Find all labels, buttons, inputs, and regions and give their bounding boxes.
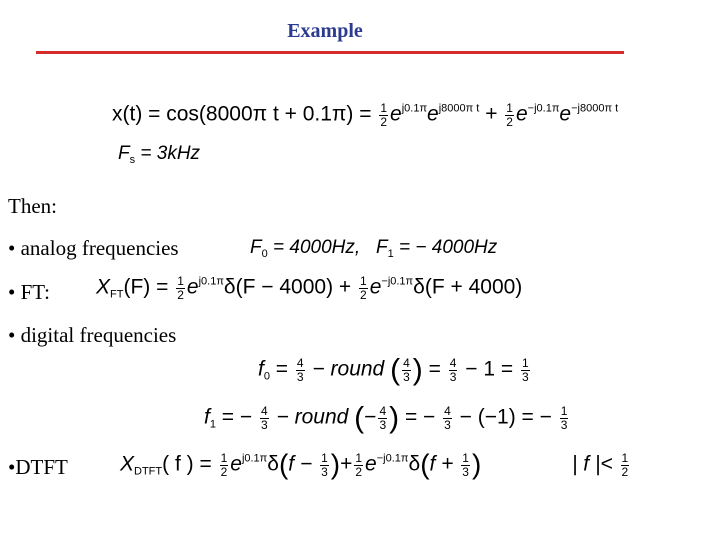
digital-f0-equation: $f_0$ = $\frac{4}{3}$ − round ( $\frac{4}{3}$ ) = $\frac{4}{3}$ − 1 = $\frac{1}{3}$ bbox=[258, 353, 529, 387]
analog-frequencies: $F_0 = 4000Hz$, $F_1$ = − 4000Hz bbox=[250, 237, 498, 260]
ft-equation: $X_{FT}(F)$ = $\frac{1}{2}$ $e^{j0.1\pi}\delta(F - 4000)$ + $\frac{1}{2}$ $e^{-j0.1\pi}\delta(F + 4000)$ bbox=[96, 274, 523, 302]
half-fraction: $\frac{1}{2}$ bbox=[621, 451, 629, 479]
slide-title: Example bbox=[287, 20, 363, 42]
four-thirds-fraction: $\frac{4}{3}$ bbox=[449, 356, 457, 384]
bullet-digital: • digital frequencies bbox=[8, 323, 177, 347]
digital-f1-equation: $f_1$ = − $\frac{4}{3}$ − round (− $\frac{4}{3}$ ) = − $\frac{4}{3}$ − (−1) = − $\frac{1}{3}$ bbox=[204, 401, 568, 435]
sampling-rate: $F_s = 3kHz$ bbox=[118, 143, 201, 166]
four-thirds-fraction: $\frac{4}{3}$ bbox=[444, 404, 451, 432]
half-fraction: $\frac{1}{2}$ bbox=[506, 101, 513, 129]
four-thirds-fraction: $\frac{4}{3}$ bbox=[403, 356, 410, 384]
bullet-analog: • analog frequencies bbox=[8, 236, 179, 260]
half-fraction: $\frac{1}{2}$ bbox=[360, 274, 367, 302]
title-underline bbox=[36, 51, 624, 54]
half-fraction: $\frac{1}{2}$ bbox=[355, 451, 363, 479]
dtft-equation: $X_{DTFT}$( f ) = $\frac{1}{2}$ $e^{j0.1\pi}\delta(f$ − $\frac{1}{3}$ )+ $\frac{1}{2}$ $e^{-j0.1\pi}\delta(f$ + $\frac{1}{3}$ ) bbox=[120, 448, 482, 480]
half-fraction: $\frac{1}{2}$ bbox=[220, 451, 228, 479]
half-fraction: $\frac{1}{2}$ bbox=[177, 274, 184, 302]
then-label: Then: bbox=[8, 194, 57, 218]
dtft-condition: | f |< $\frac{1}{2}$ bbox=[572, 451, 629, 479]
four-thirds-fraction: $\frac{4}{3}$ bbox=[261, 404, 268, 432]
one-third-fraction: $\frac{1}{3}$ bbox=[521, 356, 529, 384]
one-third-fraction: $\frac{1}{3}$ bbox=[321, 451, 328, 479]
half-fraction: $\frac{1}{2}$ bbox=[380, 101, 388, 129]
bullet-ft: • FT: bbox=[8, 280, 50, 304]
signal-lhs: x(t) = cos(8000π t + 0.1π) = bbox=[112, 102, 378, 126]
one-third-fraction: $\frac{1}{3}$ bbox=[462, 451, 469, 479]
signal-equation: x(t) = cos(8000π t + 0.1π) = $\frac{1}{2}$ $e^{j0.1\pi}e^{j8000\pi t}$ + $\frac{1}{2}$ $e^{-j0.1\pi}e^{-j8000\pi t}$ bbox=[112, 101, 619, 129]
four-thirds-fraction: $\frac{4}{3}$ bbox=[379, 404, 387, 432]
four-thirds-fraction: $\frac{4}{3}$ bbox=[296, 356, 304, 384]
bullet-dtft: •DTFT bbox=[8, 455, 68, 479]
one-third-fraction: $\frac{1}{3}$ bbox=[560, 404, 568, 432]
